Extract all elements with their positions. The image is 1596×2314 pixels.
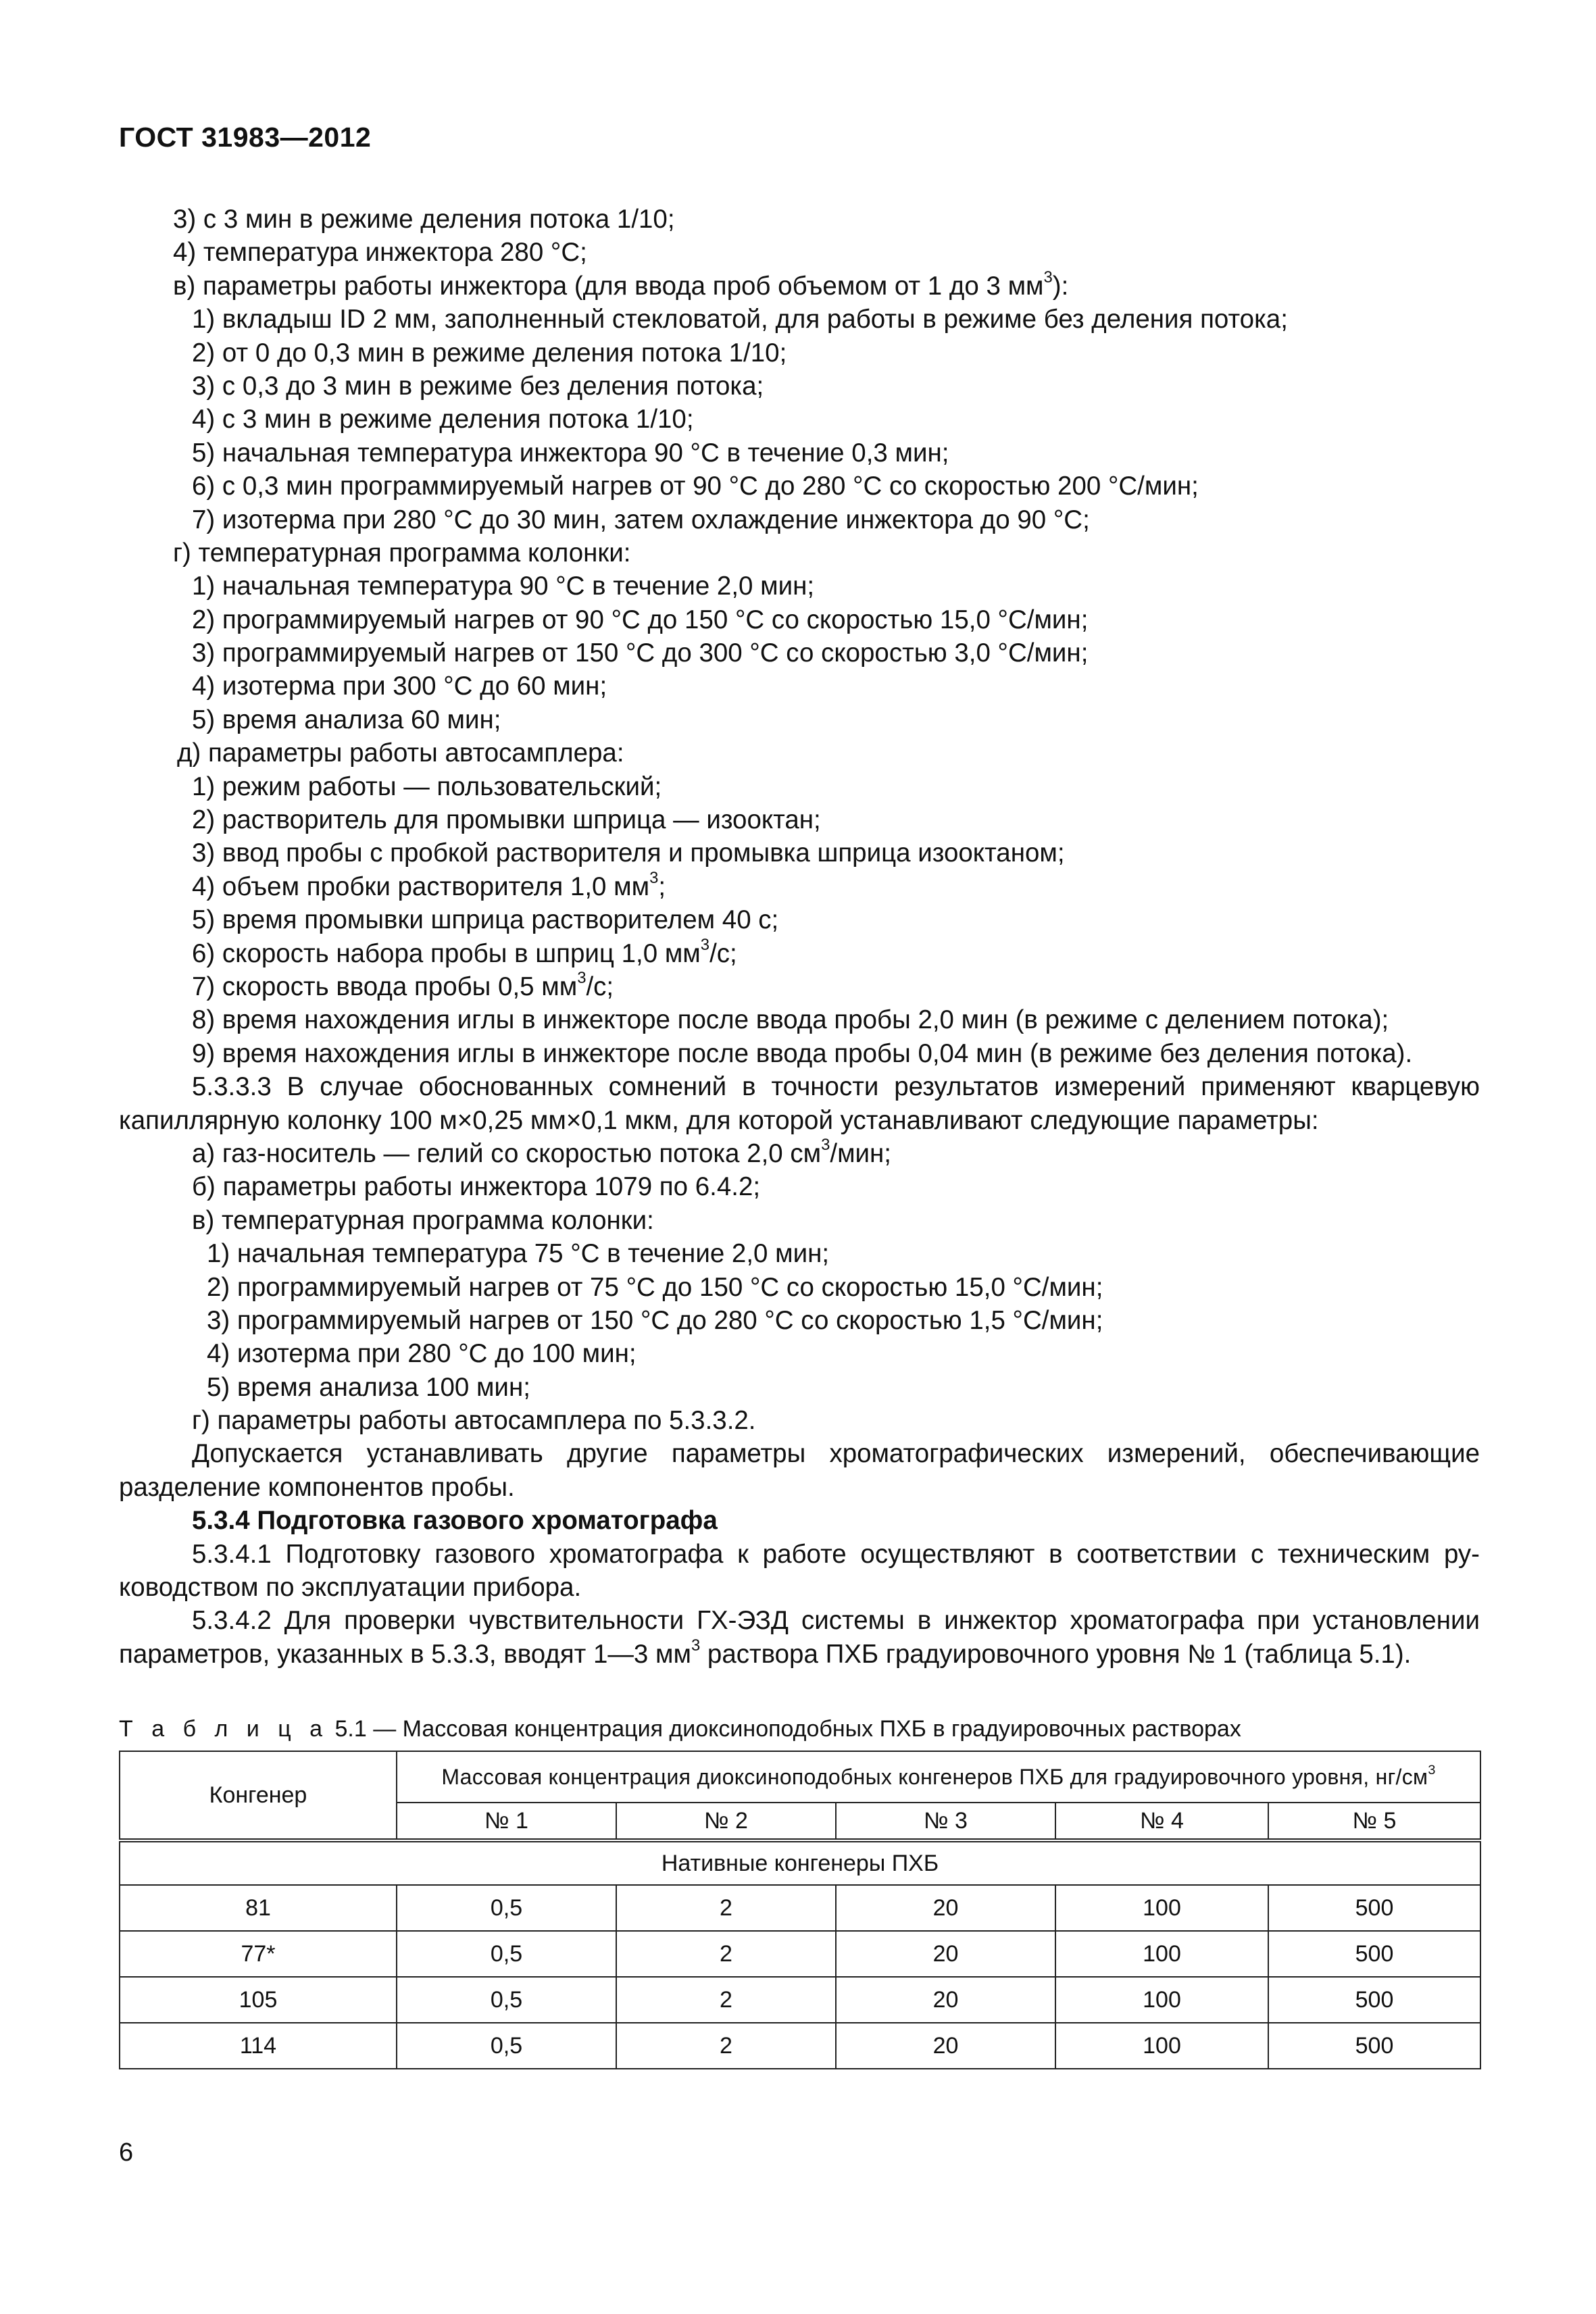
cell-value: 500 bbox=[1268, 1931, 1480, 1977]
cell-value: 2 bbox=[616, 2023, 836, 2069]
text-line: 2) программируемый нагрев от 90 °С до 150 °С со скоростью 15,0 °С/мин; bbox=[192, 605, 1089, 634]
text-line: 4) температура инжектора 280 °С; bbox=[173, 238, 587, 268]
table-caption-label: Т а б л и ц а bbox=[119, 1716, 329, 1742]
text-line: разделение компонентов пробы. bbox=[119, 1472, 515, 1502]
cell-value: 0,5 bbox=[397, 1885, 616, 1931]
text-line: 5.3.3.3 В случае обоснованных сомнений в точности результатов измерений применяют кварцевую bbox=[192, 1072, 1480, 1102]
table-caption bbox=[119, 1716, 1241, 1742]
text-line: 2) растворитель для промывки шприца — изооктан; bbox=[192, 805, 821, 835]
text-line: 2) программируемый нагрев от 75 °С до 150 °С со скоростью 15,0 °С/мин; bbox=[207, 1272, 1103, 1302]
cell-value: 2 bbox=[616, 1931, 836, 1977]
cell-value: 100 bbox=[1055, 2023, 1268, 2069]
cell-value: 0,5 bbox=[397, 2023, 616, 2069]
cell-value: 100 bbox=[1055, 1931, 1268, 1977]
table-row bbox=[120, 1977, 1480, 2023]
text-line: 3) программируемый нагрев от 150 °С до 300 °С со скоростью 3,0 °С/мин; bbox=[192, 638, 1089, 668]
text-line: 3) с 3 мин в режиме деления потока 1/10; bbox=[173, 205, 675, 234]
cell-value: 0,5 bbox=[397, 1931, 616, 1977]
cell-value: 2 bbox=[616, 1977, 836, 2023]
cell-value: 100 bbox=[1055, 1885, 1268, 1931]
text-line: 5) время анализа 60 мин; bbox=[192, 705, 501, 734]
header-level: № 4 bbox=[1055, 1803, 1268, 1840]
text-line: параметров, указанных в 5.3.3, вводят 1—3 $мм^3$ раствора ПХБ градуировочного уровня № 1 (таблица 5.1). bbox=[119, 1636, 1412, 1669]
cell-value: 500 bbox=[1268, 1885, 1480, 1931]
document-body bbox=[119, 203, 1480, 1671]
cell-value: 500 bbox=[1268, 1977, 1480, 2023]
header-level: № 3 bbox=[836, 1803, 1055, 1840]
page-number: 6 bbox=[119, 2138, 134, 2167]
text-line: г) температурная программа колонки: bbox=[173, 538, 631, 568]
text-line: а) газ-носитель — гелий со скоростью потока 2,0 $см^3$/мин; bbox=[192, 1136, 892, 1168]
text-line: 5) время промывки шприца растворителем 40 с; bbox=[192, 905, 779, 935]
cell-value: 20 bbox=[836, 1931, 1055, 1977]
table-row bbox=[120, 2023, 1480, 2069]
cell-value: 100 bbox=[1055, 1977, 1268, 2023]
text-line: 6) с 0,3 мин программируемый нагрев от 90 °С до 280 °С со скоростью 200 °С/мин; bbox=[192, 472, 1199, 501]
text-line: в) параметры работы инжектора (для ввода проб объемом от 1 до 3 $мм^3$): bbox=[173, 268, 1069, 301]
text-line: 7) скорость ввода пробы 0,5 $мм^3/с$; bbox=[192, 969, 614, 1001]
text-line: Допускается устанавливать другие параметры хроматографических измерений, обеспечивающие bbox=[192, 1439, 1480, 1469]
section-row-native: Нативные конгенеры ПХБ bbox=[120, 1840, 1480, 1885]
cell-value: 20 bbox=[836, 2023, 1055, 2069]
text-line: в) температурная программа колонки: bbox=[192, 1205, 654, 1235]
text-line: 3) ввод пробы с пробкой растворителя и промывка шприца изооктаном; bbox=[192, 838, 1065, 868]
cell-value: 20 bbox=[836, 1977, 1055, 2023]
text-line: 2) от 0 до 0,3 мин в режиме деления потока 1/10; bbox=[192, 338, 787, 368]
text-line: 3) программируемый нагрев от 150 °С до 280 °С со скоростью 1,5 °С/мин; bbox=[207, 1305, 1103, 1335]
section-heading: 5.3.4 Подготовка газового хроматографа bbox=[192, 1506, 718, 1536]
text-line: г) параметры работы автосамплера по 5.3.3.2. bbox=[192, 1406, 756, 1436]
text-line: 1) начальная температура 90 °С в течение 2,0 мин; bbox=[192, 572, 815, 601]
cell-value: 20 bbox=[836, 1885, 1055, 1931]
text-line: 7) изотерма при 280 °С до 30 мин, затем охлаждение инжектора до 90 °С; bbox=[192, 505, 1090, 534]
table-caption-text: 5.1 — Массовая концентрация диоксиноподобных ПХБ в градуировочных растворах bbox=[328, 1716, 1241, 1742]
cell-congener: 77* bbox=[120, 1931, 397, 1977]
document-code-header: ГОСТ 31983—2012 bbox=[119, 122, 372, 153]
cell-value: 0,5 bbox=[397, 1977, 616, 2023]
table-row bbox=[120, 1885, 1480, 1931]
text-line: 1) вкладыш ID 2 мм, заполненный стекловатой, для работы в режиме без деления потока; bbox=[192, 305, 1288, 334]
cell-congener: 81 bbox=[120, 1885, 397, 1931]
header-level: № 1 bbox=[397, 1803, 616, 1840]
table-row bbox=[120, 1931, 1480, 1977]
text-line: капиллярную колонку 100 м×0,25 мм×0,1 мкм, для которой устанавливают следующие параметры: bbox=[119, 1105, 1319, 1135]
text-line: ководством по эксплуатации прибора. bbox=[119, 1573, 582, 1603]
cell-value: 2 bbox=[616, 1885, 836, 1931]
calibration-table bbox=[119, 1751, 1481, 2069]
header-level: № 2 bbox=[616, 1803, 836, 1840]
text-line: 4) изотерма при 300 °С до 60 мин; bbox=[192, 672, 607, 701]
text-line: 6) скорость набора пробы в шприц 1,0 $мм^3/с$; bbox=[192, 935, 737, 968]
header-concentration-group: Массовая концентрация диоксиноподобных конгенеров ПХБ для градуировочного уровня, $нг/см^3$ bbox=[397, 1751, 1480, 1803]
text-line: 5) время анализа 100 мин; bbox=[207, 1372, 530, 1402]
cell-value: 500 bbox=[1268, 2023, 1480, 2069]
text-line: 1) начальная температура 75 °С в течение 2,0 мин; bbox=[207, 1239, 830, 1269]
header-level: № 5 bbox=[1268, 1803, 1480, 1840]
text-line: б) параметры работы инжектора 1079 по 6.4.2; bbox=[192, 1172, 761, 1202]
header-congener: Конгенер bbox=[120, 1751, 397, 1840]
text-line: 4) изотерма при 280 °С до 100 мин; bbox=[207, 1339, 637, 1369]
text-line: 4) с 3 мин в режиме деления потока 1/10; bbox=[192, 405, 694, 434]
text-line: 8) время нахождения иглы в инжекторе после ввода пробы 2,0 мин (в режиме с делением потока); bbox=[192, 1005, 1389, 1035]
text-line: 5.3.4.2 Для проверки чувствительности ГХ-ЭЗД системы в инжектор хроматографа при установлении bbox=[192, 1606, 1480, 1636]
cell-congener: 114 bbox=[120, 2023, 397, 2069]
text-line: д) параметры работы автосамплера: bbox=[177, 738, 624, 768]
text-line: 3) с 0,3 до 3 мин в режиме без деления потока; bbox=[192, 371, 764, 401]
cell-congener: 105 bbox=[120, 1977, 397, 2023]
text-line: 5) начальная температура инжектора 90 °С в течение 0,3 мин; bbox=[192, 438, 949, 468]
text-line: 5.3.4.1 Подготовку газового хроматографа к работе осуществляют в соответствии с техническим ру- bbox=[192, 1539, 1480, 1569]
text-line: 9) время нахождения иглы в инжекторе после ввода пробы 0,04 мин (в режиме без деления потока). bbox=[192, 1038, 1413, 1068]
text-line: 4) объем пробки растворителя 1,0 $мм^3$; bbox=[192, 868, 666, 901]
text-line: 1) режим работы — пользовательский; bbox=[192, 772, 662, 801]
